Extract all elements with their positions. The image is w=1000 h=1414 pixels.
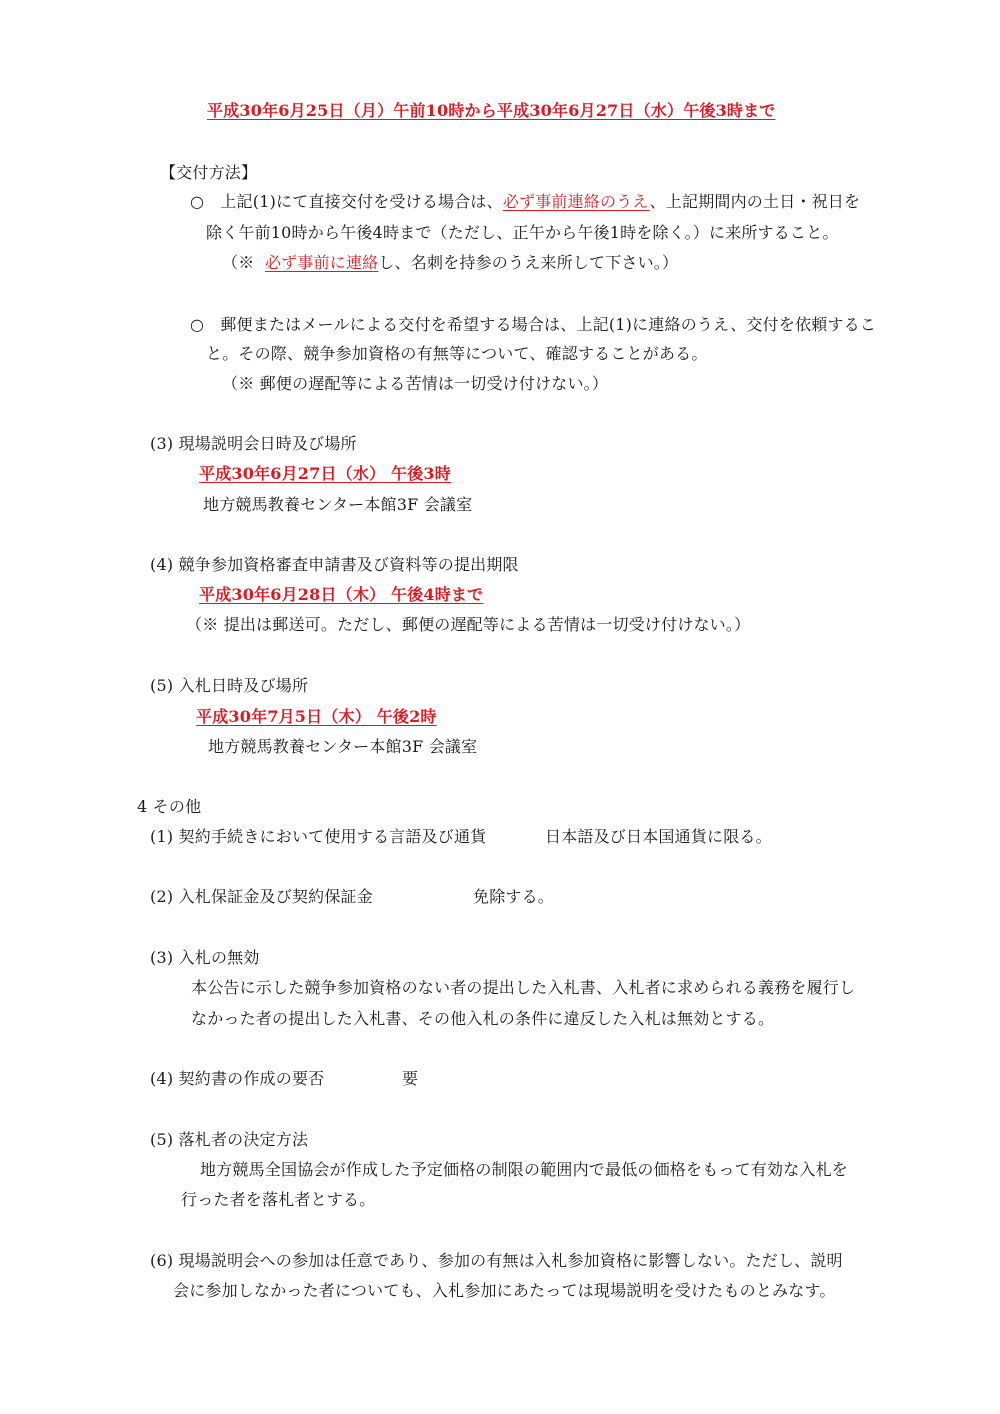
other-item2-label: (2) 入札保証金及び契約保証金	[150, 887, 373, 906]
other-item4-value: 要	[402, 1069, 419, 1088]
other-item1-label: (1) 契約手続きにおいて使用する言語及び通貨	[150, 827, 487, 846]
other-item1-value: 日本語及び日本国通貨に限る。	[545, 827, 772, 846]
delivery-method-heading: 【交付方法】	[160, 163, 258, 182]
section4-heading: (4) 競争参加資格審査申請書及び資料等の提出期限	[150, 555, 519, 574]
other-heading: 4 その他	[137, 797, 202, 816]
section5-place: 地方競馬教養センター本館3F 会議室	[208, 737, 478, 756]
section3-datetime: 平成30年6月27日（水） 午後3時	[199, 464, 451, 483]
delivery-item2-line1: ○ 郵便またはメールによる交付を希望する場合は、上記(1)に連絡のうえ、交付を依頼するこ	[190, 315, 877, 334]
other-item5-line2: 行った者を落札者とする。	[181, 1190, 376, 1209]
delivery-item1-note-red: 必ず事前に連絡	[264, 253, 379, 272]
other-item2-value: 免除する。	[473, 887, 555, 906]
section3-heading: (3) 現場説明会日時及び場所	[150, 434, 357, 453]
delivery-item1-note-suffix: し、名刺を持参のうえ来所して下さい。）	[378, 253, 679, 272]
delivery-item2-line2: と。その際、競争参加資格の有無等について、確認することがある。	[206, 344, 708, 363]
other-item5-heading: (5) 落札者の決定方法	[150, 1130, 309, 1149]
section3-place: 地方競馬教養センター本館3F 会議室	[203, 495, 473, 514]
section5-heading: (5) 入札日時及び場所	[150, 676, 309, 695]
other-item6-line2: 会に参加しなかった者についても、入札参加にあたっては現場説明を受けたものとみなす。	[173, 1281, 836, 1300]
delivery-item1-note-prefix: （※	[222, 253, 255, 272]
section5-datetime: 平成30年7月5日（木） 午後2時	[196, 707, 437, 726]
other-item4-label: (4) 契約書の作成の要否	[150, 1069, 325, 1088]
other-item3-line1: 本公告に示した競争参加資格のない者の提出した入札書、入札者に求められる義務を履行し	[191, 978, 856, 997]
other-item3-heading: (3) 入札の無効	[150, 948, 260, 967]
delivery-item1-suffix: 、上記期間内の土日・祝日を	[649, 192, 861, 211]
other-item6-line1: (6) 現場説明会への参加は任意であり、参加の有無は入札参加資格に影響しない。ただし、説明	[150, 1251, 843, 1270]
delivery-item2-note: （※ 郵便の遅配等による苦情は一切受け付けない。）	[222, 374, 609, 393]
other-item5-line1: 地方競馬全国協会が作成した予定価格の制限の範囲内で最低の価格をもって有効な入札を	[200, 1160, 849, 1179]
delivery-item1-red: 必ず事前連絡のうえ	[502, 192, 650, 211]
delivery-item1-note	[222, 252, 678, 274]
delivery-item1-prefix: ○ 上記(1)にて直接交付を受ける場合は、	[190, 192, 503, 211]
delivery-item1-line1	[190, 191, 860, 213]
other-item3-line2: なかった者の提出した入札書、その他入札の条件に違反した入札は無効とする。	[191, 1009, 775, 1028]
section4-deadline: 平成30年6月28日（木） 午後4時まで	[199, 585, 484, 604]
distribution-period: 平成30年6月25日（月）午前10時から平成30年6月27日（水）午後3時まで	[207, 101, 776, 120]
section4-note: （※ 提出は郵送可。ただし、郵便の遅配等による苦情は一切受け付けない。）	[186, 615, 751, 634]
delivery-item1-line2: 除く午前10時から午後4時まで（ただし、正午から午後1時を除く。）に来所すること。	[206, 223, 839, 242]
